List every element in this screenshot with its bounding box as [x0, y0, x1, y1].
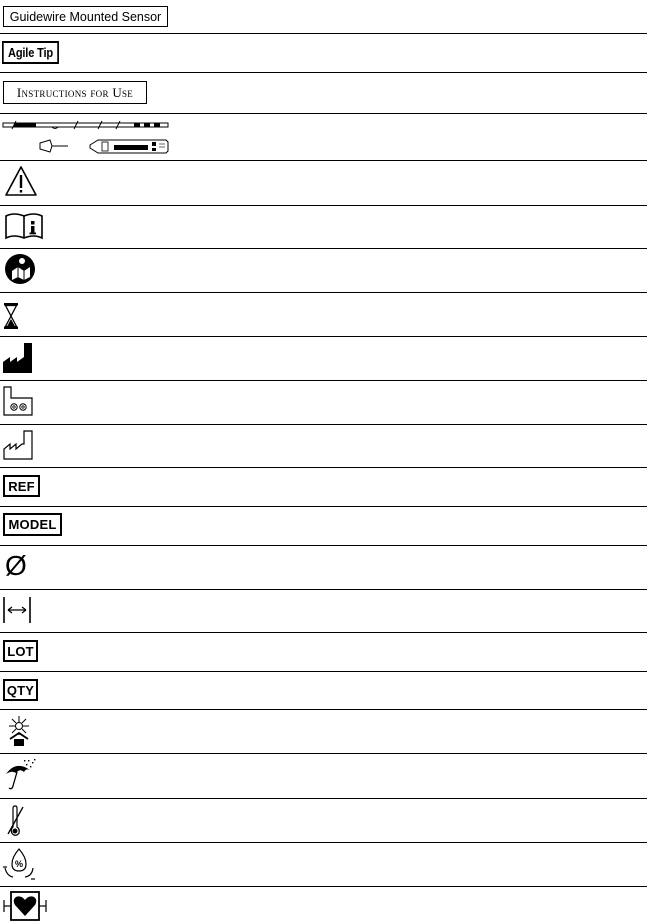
row-divider: [0, 248, 647, 249]
agile-tip-label: Agile Tip: [2, 41, 59, 64]
instructions-for-use-label: Instructions for Use: [3, 81, 147, 104]
manufacturer-icon: [3, 342, 33, 374]
guidewire-mounted-sensor-label: Guidewire Mounted Sensor: [3, 6, 168, 27]
row-divider: [0, 886, 647, 887]
defibrillation-proof-cf-icon: [3, 890, 47, 921]
row-divider: [0, 842, 647, 843]
keep-dry-umbrella-icon: [4, 758, 36, 792]
row-divider: [0, 753, 647, 754]
caution-warning-icon: [4, 165, 38, 197]
humidity-limit-icon: [3, 846, 35, 880]
row-divider: [0, 545, 647, 546]
row-divider: [0, 589, 647, 590]
row-divider: [0, 506, 647, 507]
row-divider: [0, 72, 647, 73]
row-divider: [0, 798, 647, 799]
model-box: MODEL: [3, 513, 62, 536]
keep-away-from-sunlight-icon: [4, 715, 34, 747]
row-divider: [0, 467, 647, 468]
distributor-icon: [3, 386, 33, 416]
row-divider: [0, 671, 647, 672]
use-by-hourglass-icon: [4, 303, 18, 329]
row-divider: [0, 205, 647, 206]
follow-instructions-icon: [4, 253, 36, 285]
row-divider: [0, 424, 647, 425]
humidity-percent-text: %: [14, 859, 24, 869]
row-divider: [0, 336, 647, 337]
row-divider: [0, 160, 647, 161]
consult-instructions-icon: [4, 212, 44, 240]
guidewire-device-icon: [2, 118, 170, 156]
qty-box: QTY: [3, 679, 38, 701]
row-divider: [0, 113, 647, 114]
length-arrow-icon: [3, 597, 31, 623]
lot-box: LOT: [3, 640, 38, 662]
row-divider: [0, 632, 647, 633]
row-divider: [0, 33, 647, 34]
row-divider: [0, 709, 647, 710]
row-divider: [0, 292, 647, 293]
date-of-manufacture-icon: [3, 430, 33, 460]
ref-box: REF: [3, 475, 40, 497]
row-divider: [0, 380, 647, 381]
diameter-symbol: Ø: [5, 550, 27, 581]
temperature-limit-icon: [6, 805, 26, 837]
